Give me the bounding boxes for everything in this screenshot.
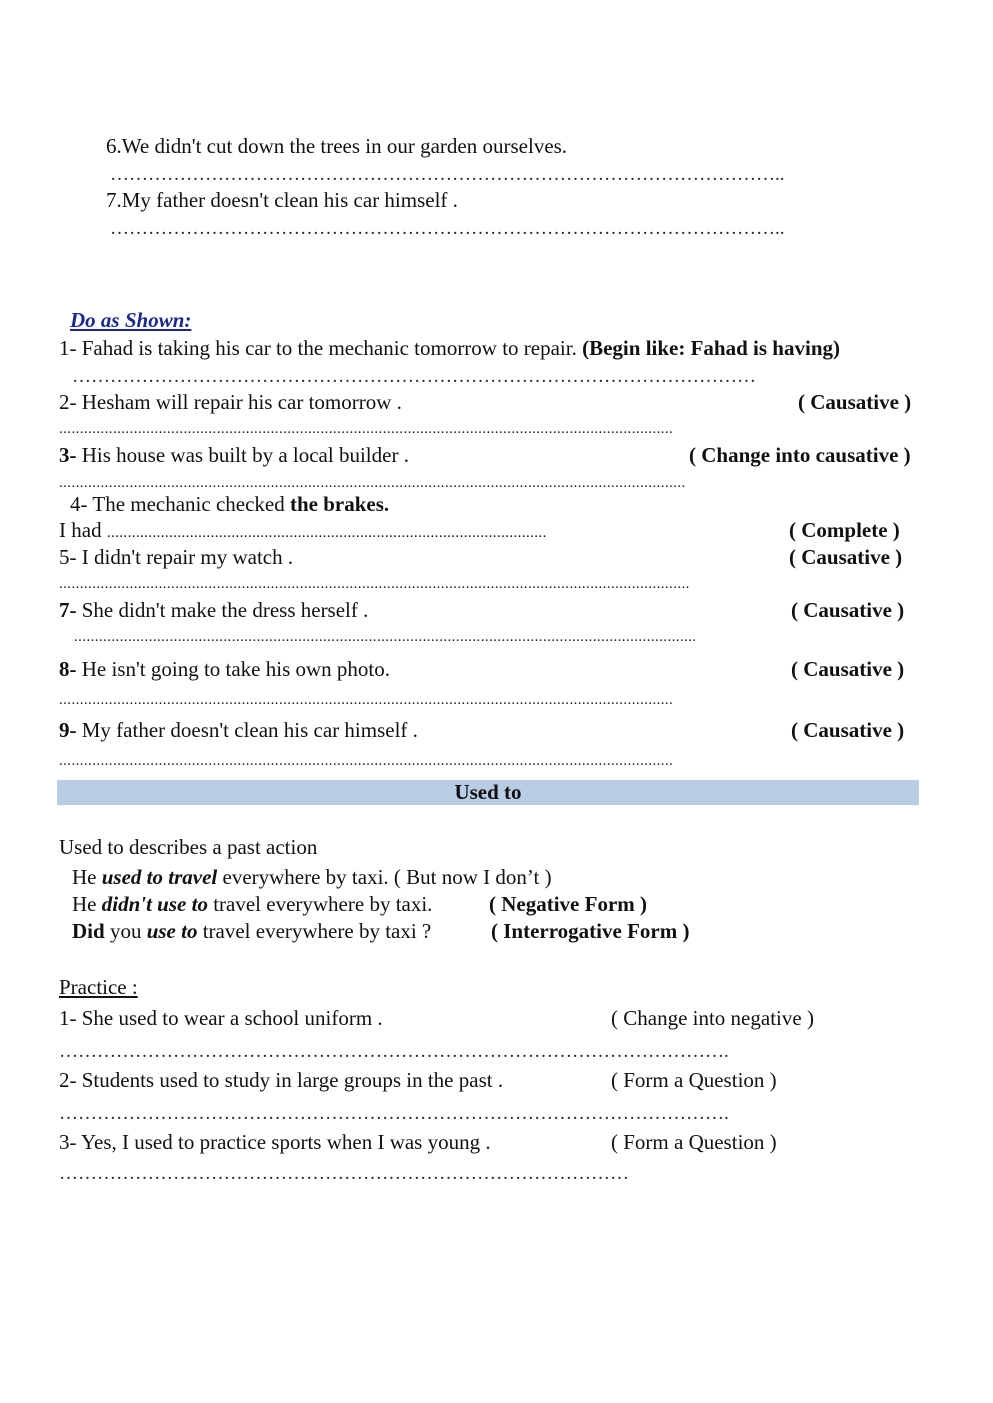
answer-line: ………………………………………………………………………………………………	[72, 366, 756, 387]
question-8-number: 8-	[59, 657, 77, 681]
practice-3-hint: ( Form a Question )	[611, 1130, 777, 1154]
question-1-text: 1- Fahad is taking his car to the mechanic tomorrow to repair.	[59, 336, 577, 360]
question-9	[59, 718, 418, 742]
example-2	[72, 892, 432, 916]
example-1-part: everywhere by taxi. ( But now I don’t )	[217, 865, 552, 889]
question-7-number: 7-	[59, 598, 77, 622]
answer-line: ………………………………………………………………………………	[59, 1163, 629, 1184]
answer-line: ....................................................................................................................................................	[59, 753, 674, 769]
example-2-part: travel everywhere by taxi.	[207, 892, 433, 916]
question-9-text: My father doesn't clean his car himself .	[76, 718, 418, 742]
question-4-prefix: I had	[59, 518, 102, 542]
interrogative-form-label: ( Interrogative Form )	[491, 919, 690, 943]
question-7-text: She didn't make the dress herself .	[76, 598, 369, 622]
practice-1-hint: ( Change into negative )	[611, 1006, 814, 1030]
question-3-text: His house was built by a local builder .	[76, 443, 409, 467]
question-4-answer	[59, 518, 547, 545]
exercise-item-6: 6.We didn't cut down the trees in our garden ourselves.	[106, 134, 568, 158]
example-1	[72, 865, 552, 889]
example-3-part: you	[104, 919, 147, 943]
question-4-bold: the brakes.	[284, 492, 390, 516]
practice-3-text: 3- Yes, I used to practice sports when I was young .	[59, 1130, 491, 1154]
do-as-shown-heading: Do as Shown:	[70, 308, 192, 332]
answer-line: ……………………………………………………………………………………………..	[110, 164, 785, 185]
question-4	[70, 492, 389, 516]
answer-line: ……………………………………………………………………………………………..	[110, 218, 785, 239]
example-3-part: travel everywhere by taxi ?	[197, 919, 432, 943]
practice-2-text: 2- Students used to study in large groups in the past .	[59, 1068, 504, 1092]
answer-line: .......................................................................................................................................................	[59, 475, 686, 491]
question-2-text: 2- Hesham will repair his car tomorrow .	[59, 390, 402, 414]
example-2-part: He	[72, 892, 102, 916]
question-3-hint: ( Change into causative )	[689, 443, 911, 467]
question-8-text: He isn't going to take his own photo.	[76, 657, 391, 681]
answer-line: ....................................................................................................................................................	[59, 692, 674, 708]
question-4-hint: ( Complete )	[789, 518, 900, 542]
section-title-used-to: Used to	[57, 780, 919, 805]
used-to-intro: Used to describes a past action	[59, 835, 318, 859]
exercise-item-7: 7.My father doesn't clean his car himself .	[106, 188, 458, 212]
question-1	[59, 336, 840, 360]
answer-line: …………………………………………………………………………………………….	[59, 1103, 729, 1124]
answer-line: ....................................................................................................................................................	[59, 421, 674, 437]
answer-line: ..........................................................................................................	[106, 525, 547, 541]
negative-form-label: ( Negative Form )	[489, 892, 648, 916]
example-2-emphasis: didn't use to	[101, 892, 208, 916]
example-3	[72, 919, 431, 943]
question-1-hint: (Begin like: Fahad is having)	[582, 336, 840, 360]
question-7-hint: ( Causative )	[791, 598, 905, 622]
practice-1-text: 1- She used to wear a school uniform .	[59, 1006, 383, 1030]
example-3-did: Did	[72, 919, 105, 943]
question-9-hint: ( Causative )	[791, 718, 905, 742]
example-1-part: He	[72, 865, 102, 889]
question-5-hint: ( Causative )	[789, 545, 903, 569]
example-3-emphasis: use to	[146, 919, 198, 943]
question-3-number: 3-	[59, 443, 77, 467]
practice-title: Practice :	[59, 975, 138, 999]
answer-line: …………………………………………………………………………………………….	[59, 1041, 729, 1062]
question-5-text: 5- I didn't repair my watch .	[59, 545, 294, 569]
answer-line: ........................................................................................................................................................	[59, 576, 690, 592]
question-4-text: 4- The mechanic checked	[70, 492, 285, 516]
practice-2-hint: ( Form a Question )	[611, 1068, 777, 1092]
question-9-number: 9-	[59, 718, 77, 742]
question-7	[59, 598, 368, 622]
question-8	[59, 657, 390, 681]
question-3	[59, 443, 409, 467]
question-2-hint: ( Causative )	[798, 390, 912, 414]
answer-line: ......................................................................................................................................................	[74, 629, 697, 645]
example-1-emphasis: used to travel	[101, 865, 218, 889]
question-8-hint: ( Causative )	[791, 657, 905, 681]
